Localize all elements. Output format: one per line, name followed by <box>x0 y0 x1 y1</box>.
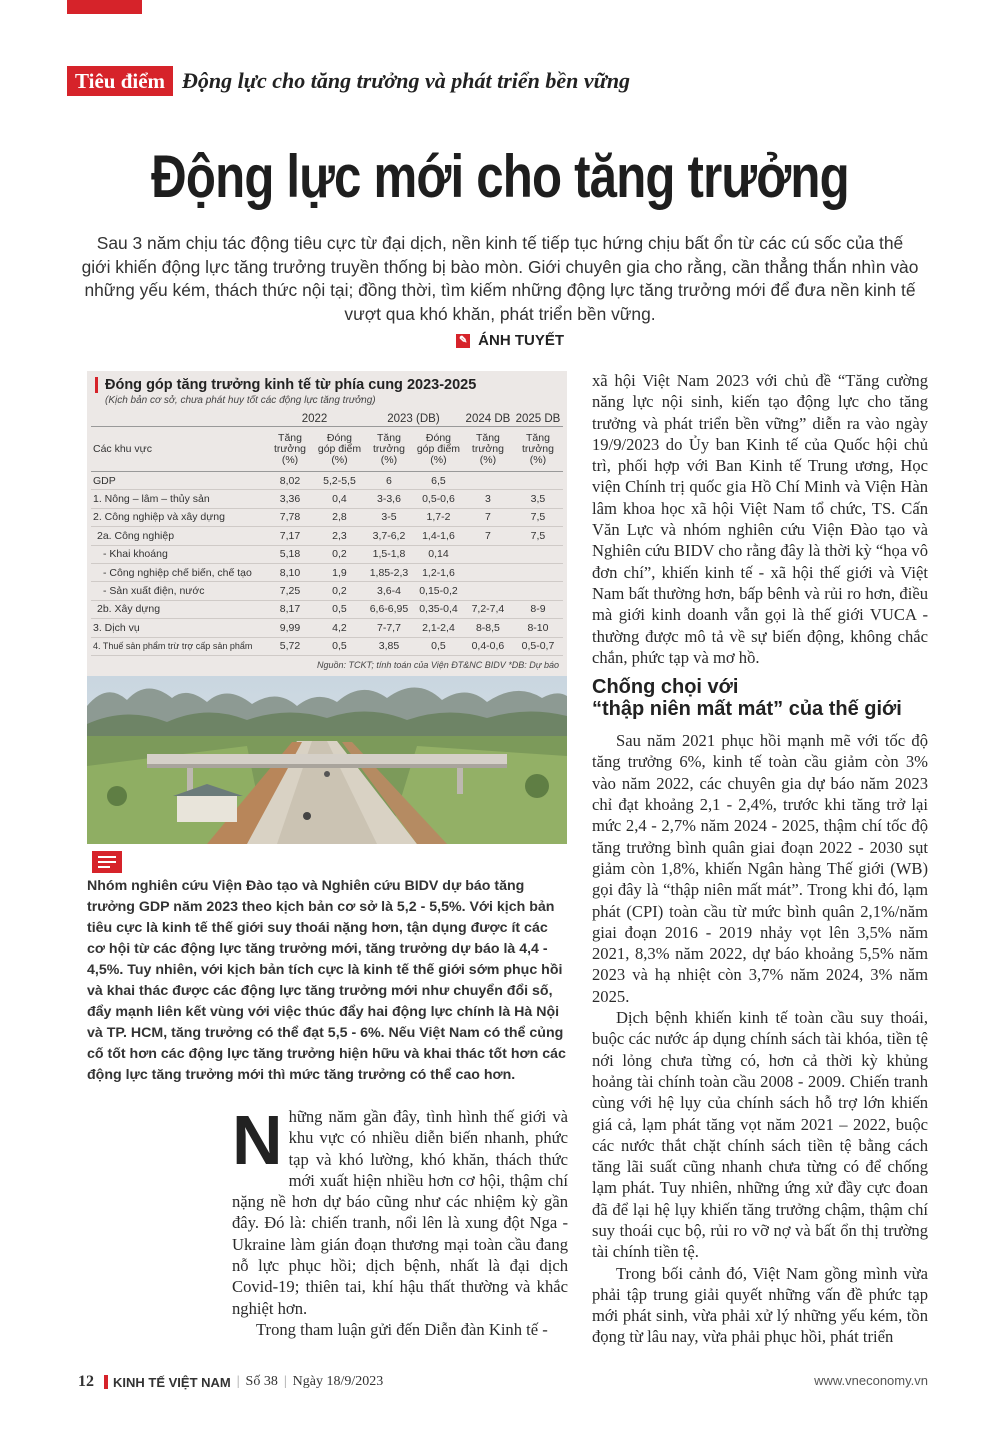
year-header: 2023 (DB) <box>364 411 463 427</box>
table-cell: 3,7-6,2 <box>364 527 414 545</box>
table-cell: 1,7-2 <box>414 508 463 526</box>
table-cell <box>463 472 513 490</box>
table-row <box>91 508 563 526</box>
table-cell: 7,5 <box>513 508 563 526</box>
year-header: 2024 DB <box>463 411 513 427</box>
body-paragraph: Trong bối cảnh đó, Việt Nam gồng mình vừa phải tập trung giải quyết những vấn đề phức tạp mới phát sinh, vừa phải xử lý những yếu kém, tồn đọng từ lâu nay, vừa phải phục hồi, phát triển <box>592 1263 928 1347</box>
table-cell <box>513 472 563 490</box>
body-column-right <box>592 370 928 1348</box>
table-cell: 8-9 <box>513 600 563 618</box>
table-cell: 8,10 <box>265 563 315 581</box>
table-cell: 0,2 <box>315 545 364 563</box>
table-row <box>91 563 563 581</box>
table-cell: 3,36 <box>265 490 315 508</box>
table-cell: 8-10 <box>513 619 563 637</box>
page-footer: 12 KINH TẾ VIỆT NAM | Số 38 | Ngày 18/9/2023 <box>78 1373 384 1390</box>
table-cell: 0,5 <box>414 637 463 655</box>
table-cell: 8,17 <box>265 600 315 618</box>
table-cell: 7 <box>463 527 513 545</box>
subheading-line: Chống chọi với <box>592 676 739 699</box>
table-cell: 0,4-0,6 <box>463 637 513 655</box>
table-cell: 6,5 <box>414 472 463 490</box>
table-cell: 0,5-0,6 <box>414 490 463 508</box>
table-cell: 3,6-4 <box>364 582 414 600</box>
list-icon <box>92 851 122 873</box>
table-cell <box>463 545 513 563</box>
col-contrib: Đóng góp điểm (%) <box>414 427 463 472</box>
section-tag: Tiêu điểm <box>67 66 173 96</box>
subheading <box>592 676 928 720</box>
table-row <box>91 527 563 545</box>
row-label: 2a. Công nghiệp <box>91 527 265 545</box>
body-paragraph: Sau năm 2021 phục hồi mạnh mẽ với tốc độ tăng trưởng 6%, kinh tế toàn cầu giảm còn 3% vào năm 2022, các chuyên gia dự báo năm 2023 chỉ đạt khoảng 2,1 - 2,4%, trước khi tăng trở lại mức 2,4 - 2,7% năm 2024 - 2025, thậm chí tốc độ tăng trưởng bình quân giai đoạn 2022 - 2030 sụt giảm còn 1,8%, khiến Ngân hàng Thế giới (WB) gọi đây là “thập niên mất mát”. Trong khi đó, lạm phát (CPI) toàn cầu từ mức bình quân 2,1%/năm giai đoạn 2016 - 2019 nhảy vọt lên 3,5% năm 2021, 8,3% năm 2022, dự báo khoảng 5,5% năm 2023 và hạ nhiệt còn 3,7% năm 2024, 3% năm 2025. <box>592 731 928 1006</box>
website-link[interactable]: www.vneconomy.vn <box>814 1373 928 1388</box>
table-cell: 2,8 <box>315 508 364 526</box>
section-header <box>67 66 630 96</box>
highway-photo <box>87 676 567 844</box>
section-title: Động lực cho tăng trưởng và phát triển bền vững <box>182 68 631 93</box>
row-label: 2b. Xây dựng <box>91 600 265 618</box>
year-header: 2022 <box>265 411 364 427</box>
body-column-left <box>232 1101 568 1340</box>
article-title: Động lực mới cho tăng trưởng <box>151 143 849 210</box>
table-row <box>91 490 563 508</box>
subheading-line: “thập niên mất mát” của thế giới <box>592 698 902 721</box>
table-title: Đóng góp tăng trưởng kinh tế từ phía cung 2023-2025 <box>95 377 476 393</box>
table-cell: 3,85 <box>364 637 414 655</box>
article-lead: Sau 3 năm chịu tác động tiêu cực từ đại dịch, nền kinh tế tiếp tục hứng chịu bất ổn từ các cú sốc của thế giới khiến động lực tăng trưởng truyền thống bị bào mòn. Giới chuyên gia cho rằng, cần thẳng thắn nhìn vào những yếu kém, thách thức nội tại; đồng thời, tìm kiếm những động lực tăng trưởng mới để đưa nền kinh tế vượt qua khó khăn, phát triển bền vững. <box>81 233 919 324</box>
col-growth: Tăng trưởng (%) <box>364 427 414 472</box>
table-cell: 2,1-2,4 <box>414 619 463 637</box>
table-cell: 1,5-1,8 <box>364 545 414 563</box>
body-paragraph: hững năm gần đây, tình hình thế giới và khu vực có nhiều diễn biến nhanh, phức tạp và khó lường, khó khăn, thách thức mới xuất hiện nhiều hơn cơ hội, thậm chí nặng nề hơn dự báo cũng như các nhiệm kỳ gần đây. Đó là: chiến tranh, nổi lên là xung đột Nga - Ukraine làm gián đoạn thương mại toàn cầu đang nỗ lực phục hồi; dịch bệnh, nhất là đại dịch Covid-19; thiên tai, khí hậu thất thường và khắc nghiệt hơn. <box>232 1107 568 1318</box>
col-growth: Tăng trưởng (%) <box>513 427 563 472</box>
table-cell <box>513 545 563 563</box>
growth-table-box <box>87 371 567 676</box>
table-cell: 1,85-2,3 <box>364 563 414 581</box>
table-cell: 6 <box>364 472 414 490</box>
table-row <box>91 582 563 600</box>
table-cell: 0,35-0,4 <box>414 600 463 618</box>
issue-number: Số 38 <box>245 1374 278 1389</box>
table-cell: 9,99 <box>265 619 315 637</box>
table-cell: 4,2 <box>315 619 364 637</box>
table-cell: 5,72 <box>265 637 315 655</box>
table-row <box>91 472 563 490</box>
table-cell: 0,4 <box>315 490 364 508</box>
pen-icon: ✎ <box>456 334 470 348</box>
row-label: 2. Công nghiệp và xây dựng <box>91 508 265 526</box>
table-cell <box>513 582 563 600</box>
table-cell: 0,14 <box>414 545 463 563</box>
magazine-name: KINH TẾ VIỆT NAM <box>113 1374 231 1390</box>
table-cell: 3 <box>463 490 513 508</box>
page-number: 12 <box>78 1373 94 1390</box>
row-label: 1. Nông – lâm – thủy sản <box>91 490 265 508</box>
footer-accent <box>104 1375 108 1389</box>
author-byline <box>456 332 564 349</box>
body-paragraph: Dịch bệnh khiến kinh tế toàn cầu suy thoái, buộc các nước áp dụng chính sách tài khóa, tiền tệ nới lỏng chưa từng có, hơn cả thời kỳ khủng hoảng tài chính toàn cầu 2008 - 2009. Chiến tranh cùng với hệ lụy của chính sách hỗ trợ lớn khiến giá cả, lạm phát tăng vọt năm 2021 – 2022, buộc các nước thắt chặt chính sách tiền tệ bằng cách tăng lãi suất cũng nhanh chưa từng có để chống lạm phát. Tuy nhiên, những ứng xử đầy cực đoan đã để lại hệ lụy khiến tăng trưởng chậm, thậm chí suy thoái cục bộ, rủi ro vỡ nợ và bất ổn thị trường tài chính tiền tệ. <box>592 1008 928 1262</box>
table-row <box>91 545 563 563</box>
table-cell: 3,5 <box>513 490 563 508</box>
table-row <box>91 637 563 655</box>
body-paragraph: Trong tham luận gửi đến Diễn đàn Kinh tế - <box>256 1319 548 1339</box>
dropcap: N <box>232 1101 283 1179</box>
author-name: ÁNH TUYẾT <box>478 332 564 349</box>
table-cell: 7 <box>463 508 513 526</box>
table-cell: 0,5 <box>315 600 364 618</box>
table-cell: 1,9 <box>315 563 364 581</box>
table-cell: 7,2-7,4 <box>463 600 513 618</box>
table-cell: 3-3,6 <box>364 490 414 508</box>
row-label: - Công nghiệp chế biến, chế tạo <box>91 563 265 581</box>
photo-caption: Nhóm nghiên cứu Viện Đào tạo và Nghiên cứu BIDV dự báo tăng trưởng GDP năm 2023 theo kịch bản cơ sở là 5,2 - 5,5%. Với kịch bản tiêu cực là kinh tế thế giới suy thoái nặng hơn, tận dụng được ít các cơ hội từ các động lực tăng trưởng mới, tăng trưởng dự báo là 4,4 - 4,5%. Tuy nhiên, với kịch bản tích cực là kinh tế thế giới sớm phục hồi và khai thác được các động lực tăng trưởng mới như chuyển đổi số, đẩy mạnh liên kết vùng với việc thúc đẩy hai động lực chính là Hà Nội và TP. HCM, tăng trưởng có thể đạt 5,5 - 6%. Nếu Việt Nam có thể củng cố tốt hơn các động lực tăng trưởng hiện hữu và khai thác tốt hơn các động lực tăng trưởng mới thì mức tăng trưởng có thể cao hơn. <box>87 878 566 1083</box>
table-cell: 5,18 <box>265 545 315 563</box>
table-cell: 6,6-6,95 <box>364 600 414 618</box>
col-growth: Tăng trưởng (%) <box>265 427 315 472</box>
table-row <box>91 619 563 637</box>
table-cell: 7,78 <box>265 508 315 526</box>
growth-table <box>91 411 563 656</box>
col-growth: Tăng trưởng (%) <box>463 427 513 472</box>
table-cell: 0,2 <box>315 582 364 600</box>
row-header: Các khu vực <box>91 427 265 472</box>
table-cell <box>513 563 563 581</box>
row-label: GDP <box>91 472 265 490</box>
top-accent-bar <box>67 0 142 14</box>
highway-photo-illustration <box>87 676 567 844</box>
table-cell <box>463 582 513 600</box>
table-row <box>91 600 563 618</box>
table-cell: 1,2-1,6 <box>414 563 463 581</box>
table-source: Nguồn: TCKT; tính toán của Viện ĐT&NC BIDV *DB: Dự báo <box>317 660 559 670</box>
table-cell: 7,5 <box>513 527 563 545</box>
table-subtitle: (Kịch bản cơ sở, chưa phát huy tốt các động lực tăng trưởng) <box>105 395 376 406</box>
year-header: 2025 DB <box>513 411 563 427</box>
row-label: 4. Thuế sản phẩm trừ trợ cấp sản phẩm <box>91 637 265 655</box>
table-cell: 3-5 <box>364 508 414 526</box>
table-cell: 8,02 <box>265 472 315 490</box>
table-cell: 7,25 <box>265 582 315 600</box>
table-cell: 0,5-0,7 <box>513 637 563 655</box>
table-cell: 0,5 <box>315 637 364 655</box>
row-label: - Khai khoáng <box>91 545 265 563</box>
table-cell: 7-7,7 <box>364 619 414 637</box>
table-cell: 5,2-5,5 <box>315 472 364 490</box>
table-cell <box>463 563 513 581</box>
table-cell: 1,4-1,6 <box>414 527 463 545</box>
table-cell: 2,3 <box>315 527 364 545</box>
col-contrib: Đóng góp điểm (%) <box>315 427 364 472</box>
table-cell: 0,15-0,2 <box>414 582 463 600</box>
issue-date: Ngày 18/9/2023 <box>292 1374 384 1389</box>
row-label: - Sản xuất điện, nước <box>91 582 265 600</box>
table-cell: 7,17 <box>265 527 315 545</box>
table-cell: 8-8,5 <box>463 619 513 637</box>
body-paragraph: xã hội Việt Nam 2023 với chủ đề “Tăng cường năng lực nội sinh, kiến tạo động lực cho tăng trưởng và phát triển bền vững” diễn ra vào ngày 19/9/2023 do Ủy ban Kinh tế của Quốc hội chủ trì, phối hợp với Ban Kinh tế Trung ương, Học viện Chính trị quốc gia Hồ Chí Minh và Viện Hàn lâm khoa học xã hội Việt Nam tổ chức, TS. Cấn Văn Lực và nhóm nghiên cứu Viện Đào tạo và Nghiên cứu BIDV cho rằng đây là thời kỳ “họa vô đơn chí”, khiến kinh tế - xã hội thế giới và Việt Nam bất thường hơn, bấp bênh và rủi ro hơn, điều mà giới kinh doanh vẫn gọi là thế giới VUCA - thường được mô tả về sự biến động, không chắc chắn, phức tạp và mơ hồ. <box>592 371 928 667</box>
row-label: 3. Dịch vụ <box>91 619 265 637</box>
